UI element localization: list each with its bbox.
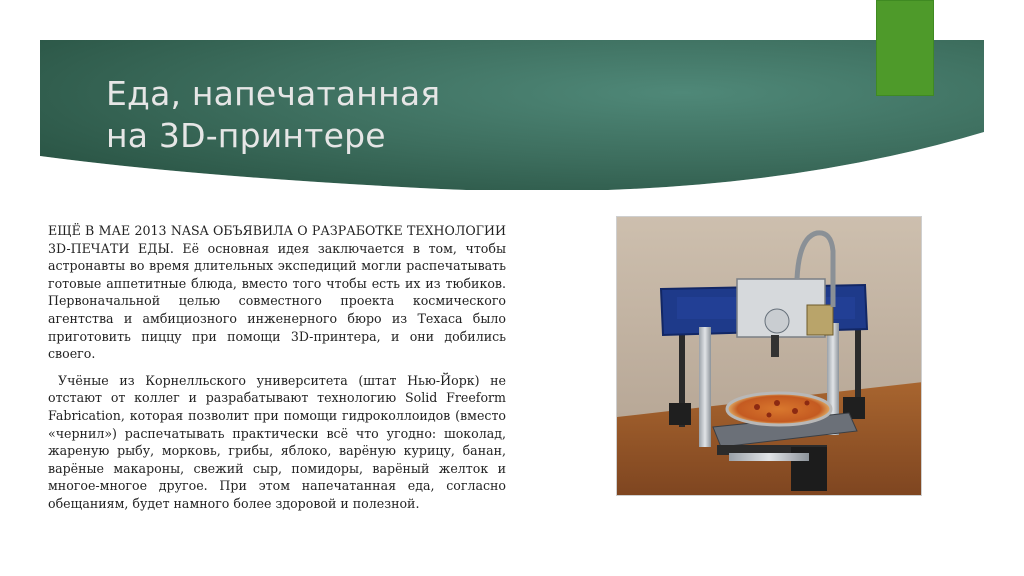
body-text — [48, 222, 506, 522]
printer-illustration — [617, 217, 922, 496]
green-accent-tab — [876, 0, 934, 96]
paragraph-nasa: ЕЩЁ В МАЕ 2013 NASA ОБЪЯВИЛА О РАЗРАБОТКЕ ТЕХНОЛОГИИ 3D-ПЕЧАТИ ЕДЫ. Её основная идея заключается в том, чтобы астронавты во время длительных экспедиций могли распечатывать готовые аппетитные блюда, вместо того чтобы есть их из тюбиков. Первоначальной целью совместного проекта космического агентства и амбициозного инженерного бюро из Техаса было приготовить пиццу при помощи 3D-принтера, и они добились своего. — [48, 223, 506, 362]
3d-printer-photo — [616, 216, 922, 496]
paragraph-cornell: Учёные из Корнелльского университета (штат Нью-Йорк) не отстают от коллег и разрабатывают технологию Solid Freeform Fabrication, которая позволит при помощи гидроколлоидов (вместо «чернил») распечатывать практически всё что угодно: шоколад, жареную рыбу, морковь, грибы, яблоко, варёную курицу, банан, варёные макароны, свежий сыр, помидоры, варёный желток и многое-многое другое. При этом напечатанная еда, согласно обещаниям, будет намного более здоровой и полезной. — [48, 372, 506, 511]
title-line-2: на 3D-принтере — [106, 116, 386, 155]
slide-title — [106, 73, 440, 157]
title-line-1: Еда, напечатанная — [106, 74, 441, 113]
